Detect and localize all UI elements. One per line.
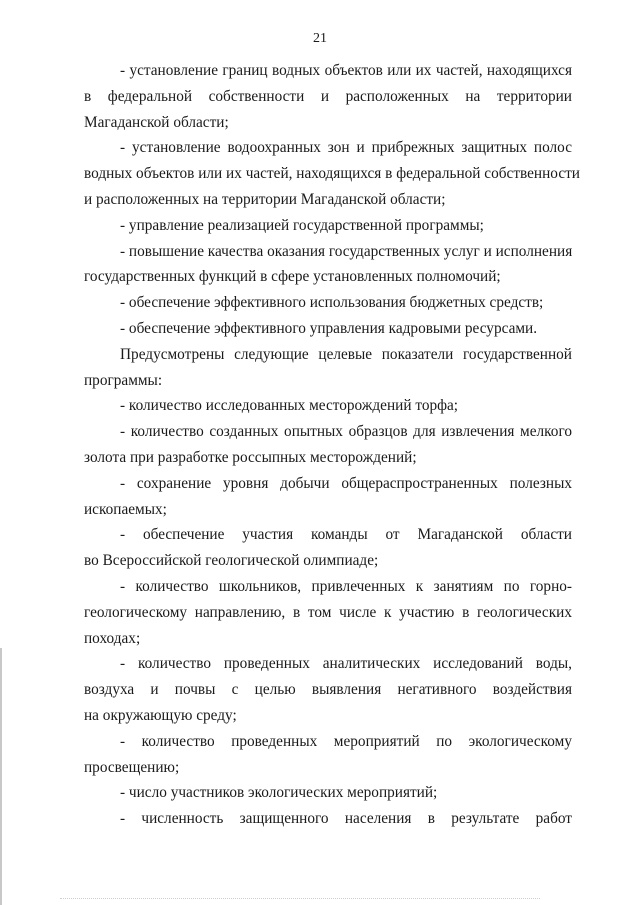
text-line: - количество созданных опытных образцов для извлечения мелкого xyxy=(120,423,572,441)
paragraph xyxy=(84,316,572,342)
text-line: программы: xyxy=(84,371,163,389)
text-line: Магаданской области; xyxy=(84,113,229,131)
text-line: в федеральной собственности и расположенных на территории xyxy=(84,87,572,105)
paragraph xyxy=(84,419,572,471)
text-line: - управление реализацией государственной программы; xyxy=(120,216,484,234)
text-line: - установление водоохранных зон и прибрежных защитных полос xyxy=(120,139,572,157)
paragraph xyxy=(84,58,572,135)
text-line: ископаемых; xyxy=(84,500,167,518)
text-line: государственных функций в сфере установленных полномочий; xyxy=(84,268,501,286)
page-number: 21 xyxy=(313,31,327,46)
paragraph xyxy=(84,213,572,239)
text-line: - количество проведенных мероприятий по экологическому xyxy=(120,732,572,750)
text-line: - число участников экологических мероприятий; xyxy=(120,784,438,802)
paragraph xyxy=(84,729,572,781)
document-body xyxy=(84,58,580,832)
scan-edge-shadow xyxy=(0,648,2,905)
text-line: на окружающую среду; xyxy=(84,706,237,724)
text-line: - установление границ водных объектов или их частей, находящихся xyxy=(120,62,572,79)
text-line: - сохранение уровня добычи общераспространенных полезных xyxy=(120,474,572,492)
text-line: просвещению; xyxy=(84,758,180,776)
text-line: золота при разработке россыпных месторождений; xyxy=(84,448,417,466)
paragraph xyxy=(84,806,572,832)
paragraph xyxy=(84,574,572,651)
text-line: - количество проведенных аналитических исследований воды, xyxy=(120,655,572,673)
paragraph xyxy=(84,393,572,419)
text-line: воздуха и почвы с целью выявления негативного воздействия xyxy=(84,681,572,699)
text-line: во Всероссийской геологической олимпиаде; xyxy=(84,552,379,570)
text-line: - количество школьников, привлеченных к занятиям по горно- xyxy=(120,577,572,595)
paragraph xyxy=(84,522,572,574)
text-line: походах; xyxy=(84,629,141,647)
paragraph xyxy=(84,342,572,394)
scan-bottom-noise xyxy=(60,897,540,899)
text-line: - обеспечение эффективного управления кадровыми ресурсами. xyxy=(120,319,538,337)
paragraph xyxy=(84,780,572,806)
paragraph xyxy=(84,471,572,523)
text-line: - численность защищенного населения в результате работ xyxy=(120,810,572,828)
paragraph xyxy=(84,135,580,212)
text-line: геологическому направлению, в том числе к участию в геологических xyxy=(84,603,572,621)
paragraph xyxy=(84,290,572,316)
text-line: - обеспечение эффективного использования бюджетных средств; xyxy=(120,294,544,312)
text-line: Предусмотрены следующие целевые показатели государственной xyxy=(120,345,572,363)
text-line: - количество исследованных месторождений торфа; xyxy=(120,397,459,415)
paragraph xyxy=(84,651,572,728)
text-line: - повышение качества оказания государственных услуг и исполнения xyxy=(120,242,573,260)
text-line: водных объектов или их частей, находящихся в федеральной собственности xyxy=(84,165,580,183)
text-line: и расположенных на территории Магаданской области; xyxy=(84,190,446,208)
text-line: - обеспечение участия команды от Магаданской области xyxy=(120,526,572,544)
paragraph xyxy=(84,239,572,291)
